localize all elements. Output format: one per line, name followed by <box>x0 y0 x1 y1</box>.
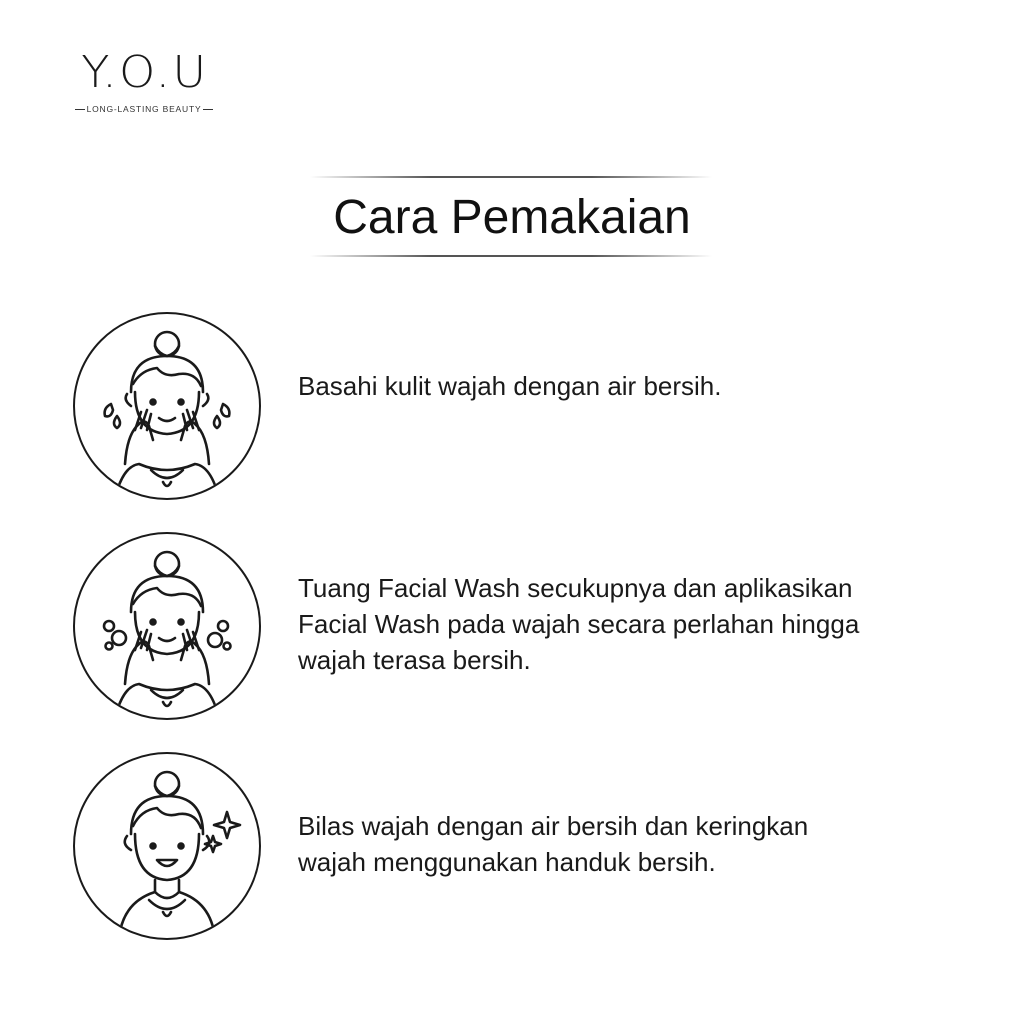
face-foam-bubbles-icon <box>73 532 261 720</box>
step-1 <box>0 312 1024 502</box>
face-clean-sparkle-icon <box>73 752 261 940</box>
page-title: Cara Pemakaian <box>333 191 691 244</box>
step-3 <box>0 752 1024 942</box>
step-3-text: Bilas wajah dengan air bersih dan keringkan wajah menggunakan handuk bersih. <box>298 811 809 877</box>
step-1-text: Basahi kulit wajah dengan air bersih. <box>298 371 722 401</box>
brand-logo-text: Y.O.U <box>81 47 209 98</box>
face-splash-water-icon <box>73 312 261 500</box>
step-2 <box>0 532 1024 722</box>
title-divider-top <box>310 176 712 178</box>
brand-tagline: LONG-LASTING BEAUTY <box>66 104 222 114</box>
step-2-text: Tuang Facial Wash secukupnya dan aplikasikan Facial Wash pada wajah secara perlahan hingga wajah terasa bersih. <box>298 573 860 675</box>
title-divider-bottom <box>310 255 712 257</box>
brand-logo <box>66 47 226 122</box>
